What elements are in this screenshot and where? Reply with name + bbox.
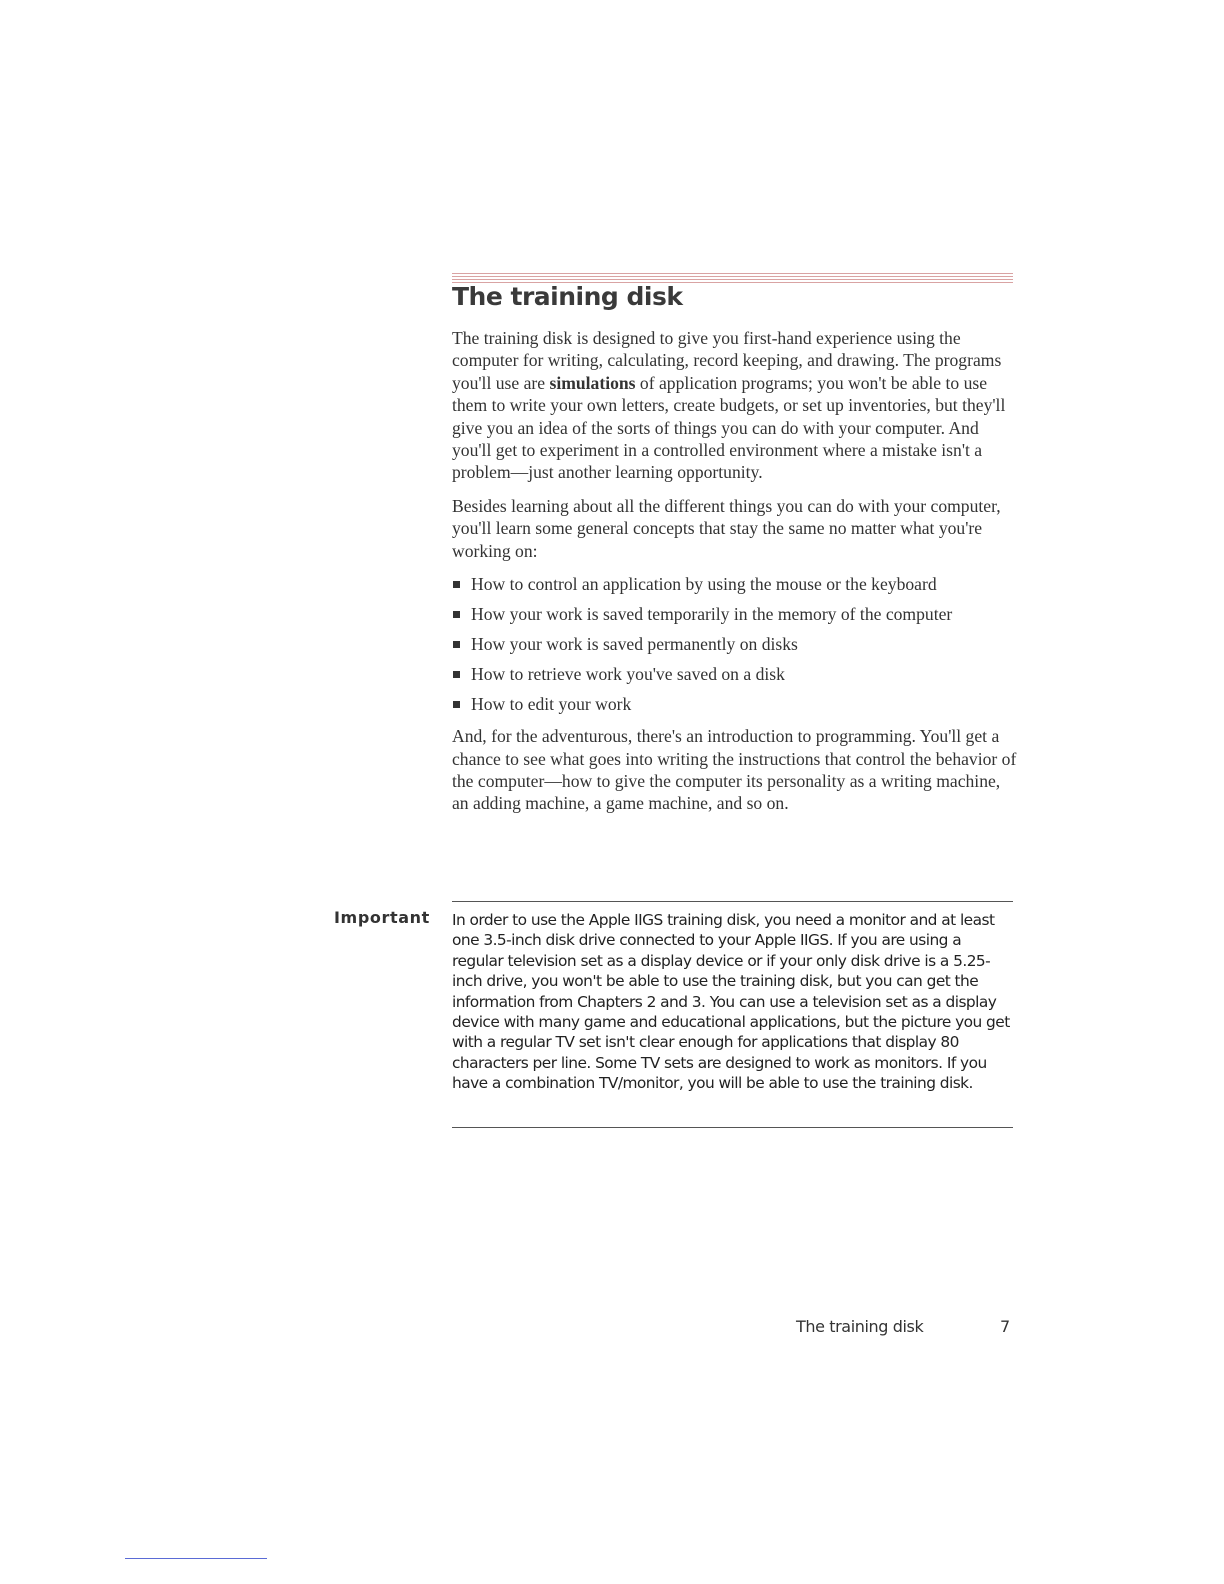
title-rule-line	[452, 276, 1013, 277]
list-item	[452, 603, 1018, 625]
list-item-text: How your work is saved permanently on disks	[471, 633, 798, 654]
list-item-text: How to edit your work	[471, 693, 632, 714]
note-rule-top	[452, 901, 1013, 902]
note-rule-bottom	[452, 1127, 1013, 1128]
list-item	[452, 633, 1018, 655]
square-bullet-icon	[453, 581, 460, 588]
list-item	[452, 663, 1018, 685]
list-item-text: How to retrieve work you've saved on a disk	[471, 663, 785, 684]
simulations-term: simulations	[549, 372, 636, 393]
list-item	[452, 693, 1018, 715]
scan-edge-line	[125, 1558, 267, 1559]
important-note-text: In order to use the Apple IIGS training disk, you need a monitor and at least one 3.5-inch disk drive connected to your Apple IIGS. If you are using a regular television set as a display device or if your only disk drive is a 5.25-inch drive, you won't be able to use the training disk, but you can get the information from Chapters 2 and 3. You can use a television set as a display device with many game and educational applications, but the picture you get with a regular TV set isn't clear enough for applications that display 80 characters per line. Some TV sets are designed to work as monitors. If you have a combination TV/monitor, you will be able to use the training disk.	[452, 911, 1010, 1093]
title-rule-line	[452, 279, 1013, 280]
running-footer-title: The training disk	[796, 1317, 924, 1336]
square-bullet-icon	[453, 701, 460, 708]
intro-text-end: of application programs; you won't be able to use them to write your own letters, create budgets, or set up inventories, but they'll give you an idea of the sorts of things you can do with your computer. And you'll get to experiment in a controlled environment where a mistake isn't a problem—just another learning opportunity.	[452, 372, 1006, 483]
section-title: The training disk	[452, 282, 683, 311]
title-rule-line	[452, 273, 1013, 274]
square-bullet-icon	[453, 671, 460, 678]
square-bullet-icon	[453, 611, 460, 618]
programming-paragraph: And, for the adventurous, there's an introduction to programming. You'll get a chance to see what goes into writing the instructions that control the behavior of the computer—how to give the computer its personality as a writing machine, an adding machine, a game machine, and so on.	[452, 726, 1017, 814]
body-column	[452, 327, 1018, 826]
intro-text-start: The training disk is designed to give you first-hand experience using the computer for writing, calculating, record keeping, and drawing. The programs you'll use are	[452, 328, 1002, 393]
square-bullet-icon	[453, 641, 460, 648]
list-item-text: How to control an application by using the mouse or the keyboard	[471, 574, 937, 595]
concepts-paragraph: Besides learning about all the different things you can do with your computer, you'll learn some general concepts that stay the same no matter what you're working on:	[452, 495, 1001, 561]
important-label: Important	[334, 908, 430, 927]
list-item-text: How your work is saved temporarily in the memory of the computer	[471, 603, 953, 624]
page-number: 7	[1000, 1317, 1011, 1336]
intro-paragraph	[452, 327, 1018, 484]
concepts-list	[452, 573, 1018, 715]
list-item	[452, 573, 1018, 595]
